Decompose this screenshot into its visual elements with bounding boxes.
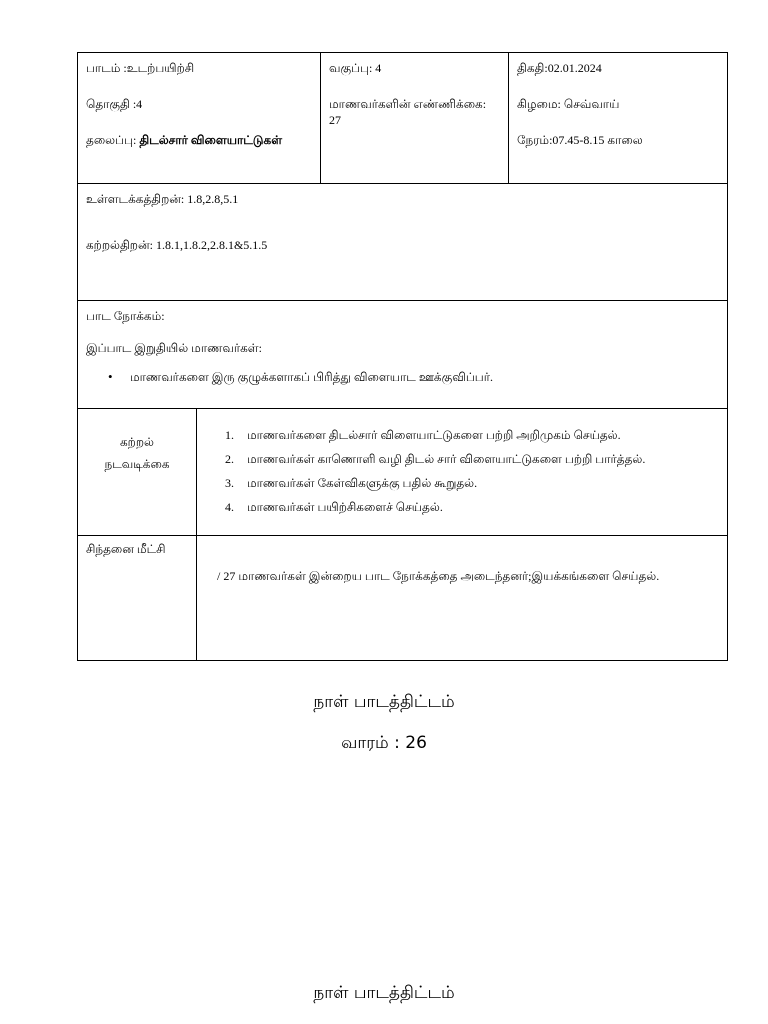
students-label: மாணவர்களின் எண்ணிக்கை: [329, 97, 487, 111]
date-cell [509, 53, 728, 184]
students-count: 27 [329, 113, 342, 127]
learning-standard-text: கற்றல்திறன்: 1.8.1,1.8.2,2.8.1&5.1.5 [86, 238, 268, 252]
date-text: திகதி:02.01.2024 [517, 61, 602, 75]
time-text: நேரம்:07.45-8.15 காலை [517, 133, 643, 147]
activities-row [78, 409, 728, 536]
week-number: வாரம் : 26 [341, 733, 427, 753]
activity-text: மாணவர்களை திடல்சார் விளையாட்டுகளை பற்றி அறிமுகம் செய்தல். [247, 428, 621, 442]
subject-text: பாடம் :உடற்பயிற்சி [86, 61, 195, 75]
reflection-text-cell [197, 536, 728, 661]
objective-heading: பாட நோக்கம்: [86, 309, 165, 323]
unit-text: தொகுதி :4 [86, 97, 143, 111]
reflection-label-cell [78, 536, 197, 661]
content-standard-text: உள்ளடக்கத்திறன்: 1.8,2.8,5.1 [86, 192, 239, 206]
lesson-plan-table [77, 52, 728, 661]
reflection-text: / 27 மாணவர்கள் இன்றைய பாட நோக்கத்தை அடைந்தனர்;இயக்கங்களை செய்தல். [217, 569, 660, 583]
objective-list [86, 369, 721, 385]
activity-item [225, 427, 727, 443]
activity-number: 1. [225, 428, 234, 442]
grade-text: வகுப்பு: 4 [329, 61, 382, 75]
activities-list [197, 409, 727, 515]
activity-number: 3. [225, 476, 234, 490]
activity-text: மாணவர்கள் பயிற்சிகளைச் செய்தல். [247, 500, 443, 514]
day-text: கிழமை: செவ்வாய் [517, 97, 620, 111]
standards-cell [78, 184, 728, 301]
topic-line [86, 132, 314, 148]
objective-row [78, 301, 728, 409]
objective-intro: இப்பாட இறுதியில் மாணவர்கள்: [86, 341, 262, 355]
activity-number: 4. [225, 500, 234, 514]
daily-plan-title-next: நாள் பாடத்திட்டம் [313, 983, 455, 1003]
activity-item [225, 451, 727, 467]
reflection-label: சிந்தனை மீட்சி [86, 542, 166, 556]
activities-label-line1: கற்றல் [120, 435, 154, 449]
subject-cell [78, 53, 321, 184]
objective-item: • மாணவர்களை இரு குழுக்களாகப் பிரித்து விளையாட ஊக்குவிப்பர். [130, 369, 721, 385]
objective-cell [78, 301, 728, 409]
activity-number: 2. [225, 452, 234, 466]
activities-label-cell [78, 409, 197, 536]
reflection-row [78, 536, 728, 661]
header-row [78, 53, 728, 184]
activities-label-line2: நடவடிக்கை [104, 457, 170, 471]
standards-row [78, 184, 728, 301]
topic-label: தலைப்பு: [86, 133, 140, 147]
activity-item [225, 499, 727, 515]
activity-item [225, 475, 727, 491]
topic-value: திடல்சார் விளையாட்டுகள் [139, 133, 283, 147]
activities-list-cell [197, 409, 728, 536]
activity-text: மாணவர்கள் கேள்விகளுக்கு பதில் கூறுதல். [247, 476, 478, 490]
daily-plan-title: நாள் பாடத்திட்டம் [313, 692, 455, 712]
grade-cell [321, 53, 509, 184]
activity-text: மாணவர்கள் காணொளி வழி திடல் சார் விளையாட்டுகளை பற்றி பார்த்தல். [247, 452, 646, 466]
